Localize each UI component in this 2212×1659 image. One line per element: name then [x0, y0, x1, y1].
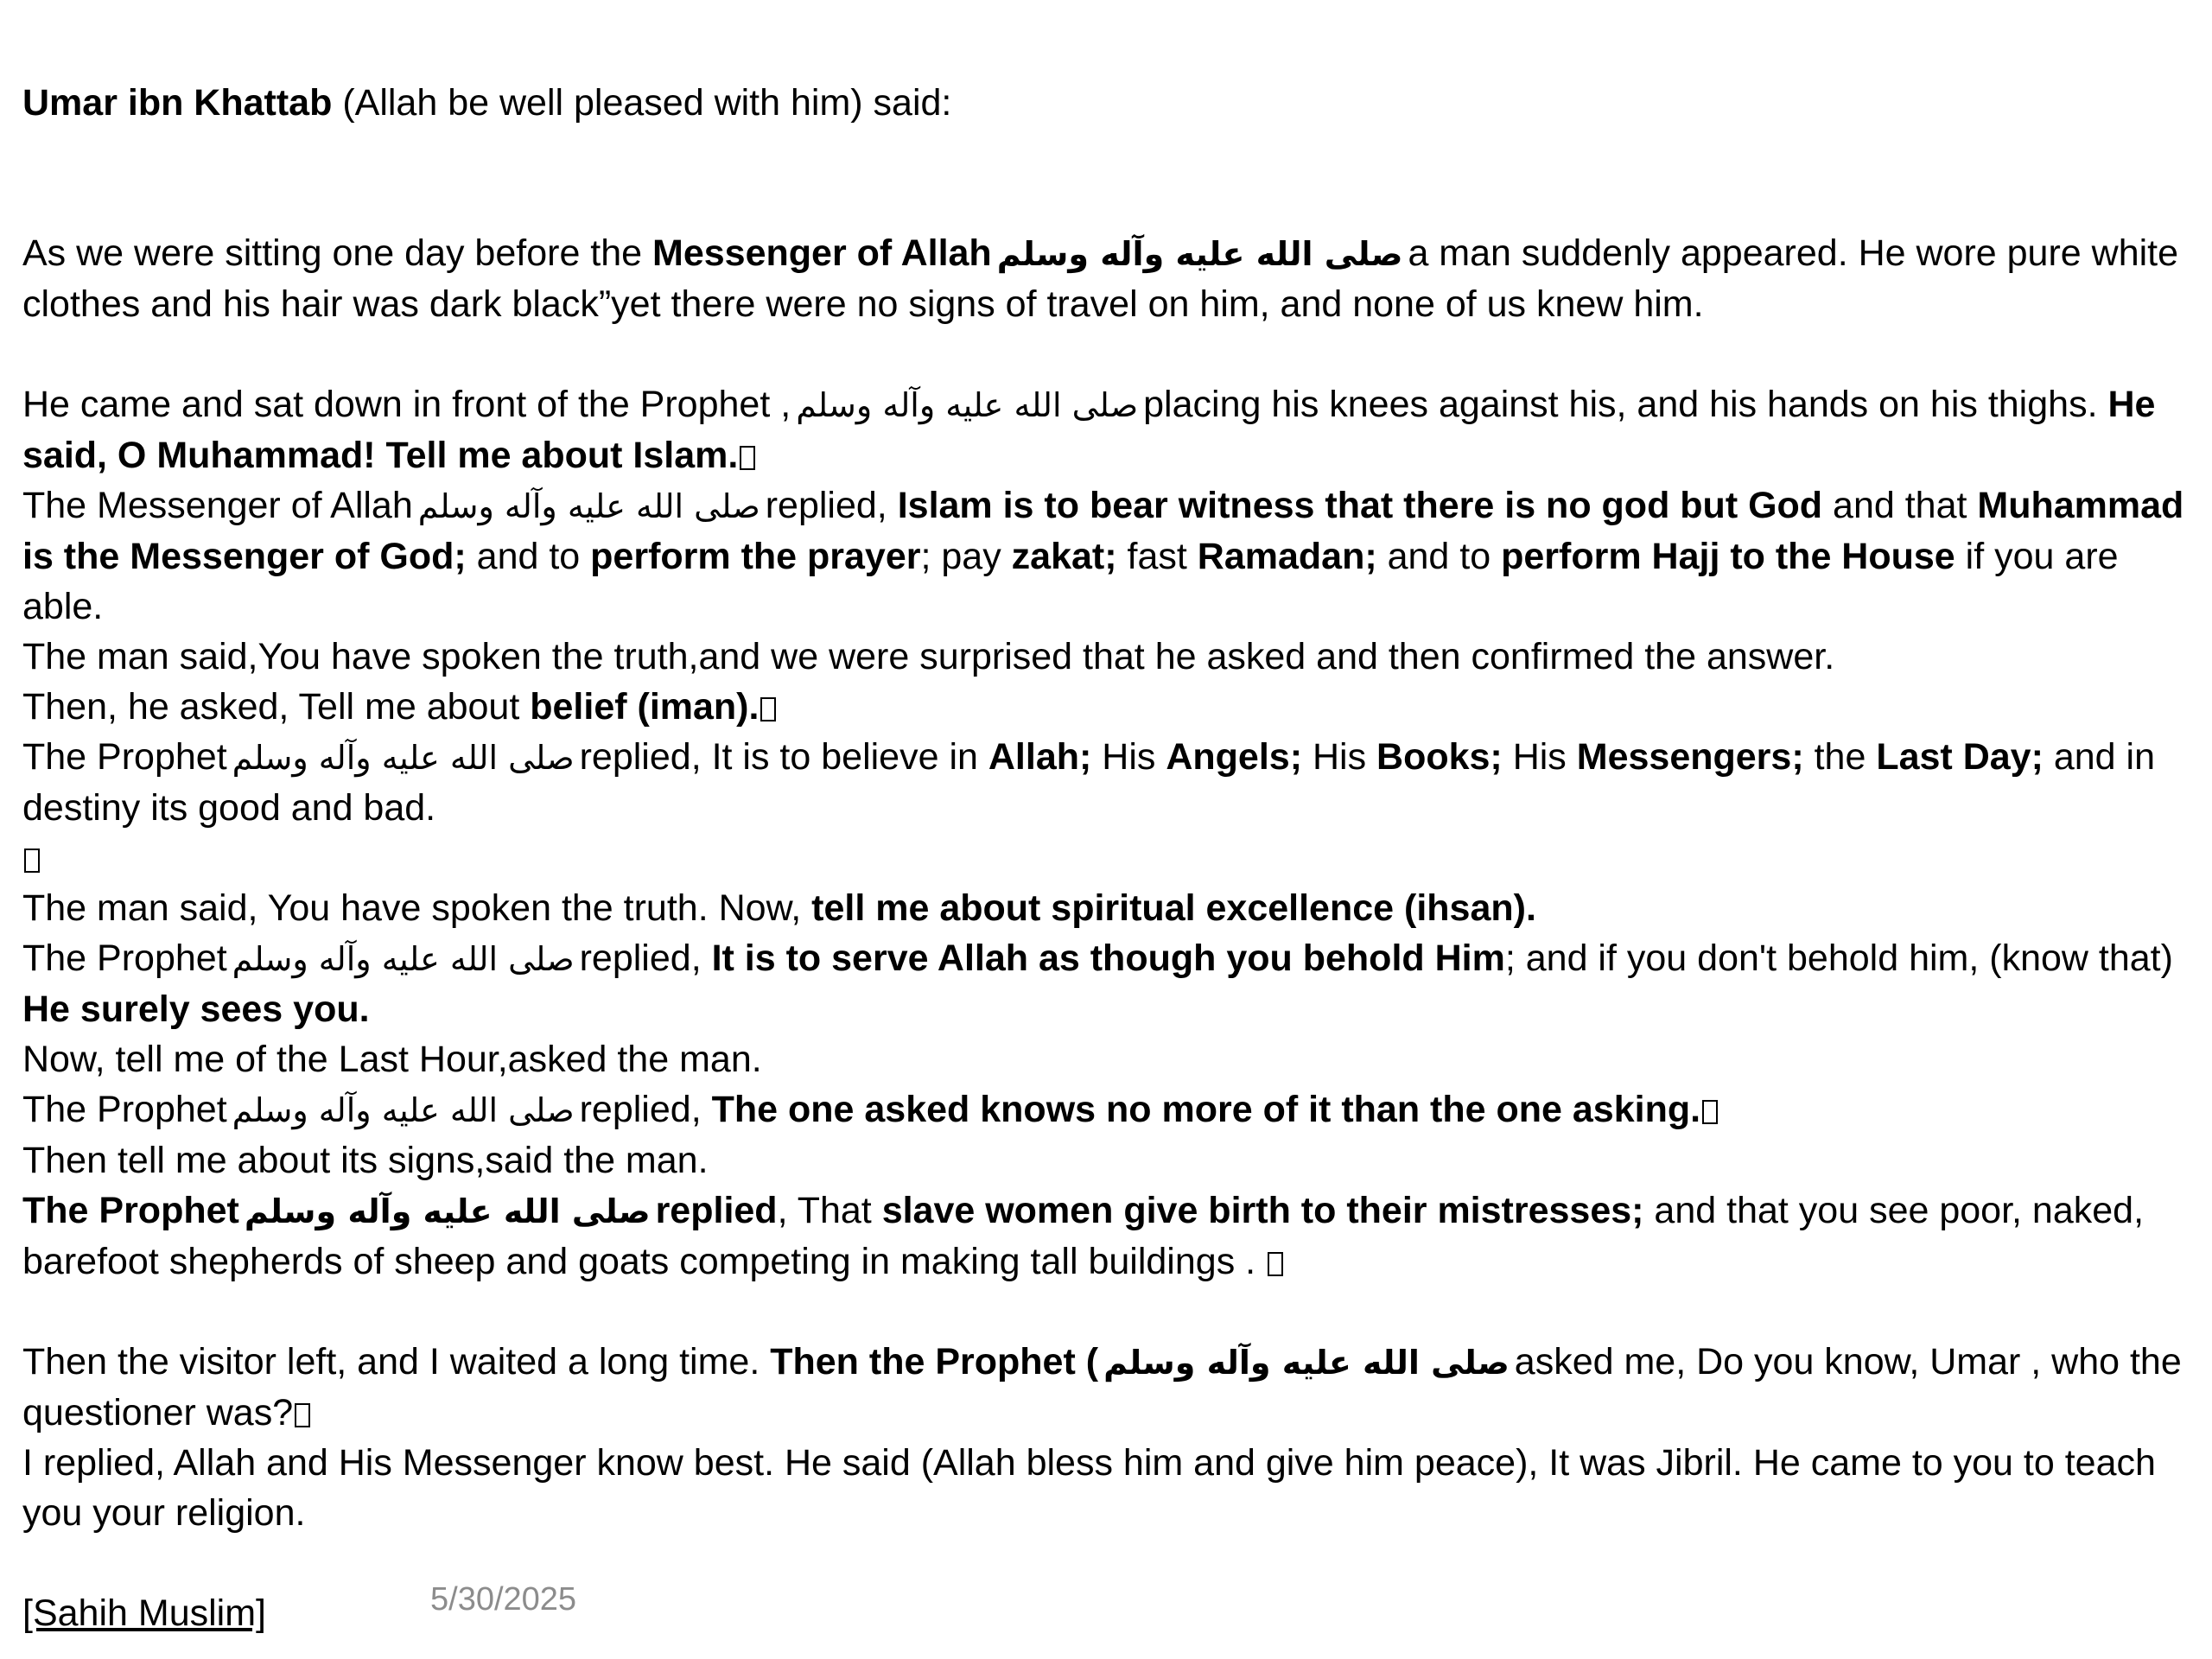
paragraph-jibril: I replied, Allah and His Messenger know best. He said (Allah bless him and give him peace), It was Jibril. He came to you to teach you your religion. [22, 1442, 2156, 1534]
text-run: and that [1822, 485, 1978, 526]
slide-date: 5/30/2025 [430, 1581, 577, 1618]
lone-glyph-line [22, 833, 2196, 883]
intro-line [22, 78, 2196, 128]
bold-run: Last Day; [1876, 736, 2044, 778]
paragraph-iman-question [22, 682, 2196, 732]
spacer [22, 128, 2196, 228]
arabic-salawat: صلى الله عليه وآله وسلم [1103, 1344, 1510, 1382]
text-run: and that you see poor, naked, barefoot shepherds of sheep and goats competing in making tall buildings . [22, 1190, 2145, 1282]
text-run: , That [777, 1190, 882, 1231]
paragraph-ihsan-answer [22, 933, 2196, 1034]
missing-glyph-icon [1702, 1100, 1718, 1124]
bold-run: He said, O Muhammad! Tell me about Islam. [22, 384, 2156, 476]
paragraph-sat-down [22, 379, 2196, 480]
spacer [22, 1287, 2196, 1337]
text-run: ; pay [920, 536, 1012, 577]
text-run: a man suddenly appeared. He wore pure white clothes and his hair was dark black”yet there were no signs of travel on him, and none of us knew him. [22, 232, 2179, 325]
text-run: The Prophet [22, 938, 227, 979]
bold-run: He surely sees you. [22, 988, 370, 1030]
missing-glyph-icon [760, 697, 776, 721]
text-run: ; and if you don't behold him, (know that) [1504, 938, 2173, 979]
bold-run: Angels; [1166, 736, 1303, 778]
intro-rest: (Allah be well pleased with him) said: [332, 82, 952, 124]
bold-run: tell me about spiritual excellence (ihsan). [811, 887, 1536, 929]
text-run: The Prophet [22, 1089, 227, 1130]
text-run: His [1302, 736, 1377, 778]
text-run: His [1091, 736, 1166, 778]
arabic-salawat: صلى الله عليه وآله وسلم [232, 739, 575, 777]
text-run: Then, he asked, Tell me about [22, 686, 531, 728]
bold-run: perform Hajj to the House [1501, 536, 1955, 577]
bold-run: Then the Prophet ( [770, 1341, 1099, 1382]
bold-run: replied [655, 1190, 778, 1231]
text-run: The Prophet [22, 736, 227, 778]
bold-run: belief (iman). [530, 686, 760, 728]
spacer [22, 329, 2196, 379]
narrator-name: Umar ibn Khattab [22, 82, 333, 124]
arabic-salawat: صلى الله عليه وآله وسلم [244, 1192, 651, 1230]
missing-glyph-icon [740, 446, 755, 470]
paragraph-ihsan-question [22, 883, 2196, 933]
bold-run: Allah; [988, 736, 1092, 778]
bold-run: zakat; [1011, 536, 1117, 577]
arabic-salawat: صلى الله عليه وآله وسلم [232, 940, 575, 978]
text-run: He came and sat down in front of the Prophet , [22, 384, 791, 425]
paragraph-iman-answer [22, 732, 2196, 833]
missing-glyph-icon [1268, 1252, 1283, 1276]
missing-glyph-icon [24, 849, 40, 873]
bold-run: Ramadan; [1197, 536, 1377, 577]
bold-run: Messengers; [1576, 736, 1804, 778]
text-run: replied, It is to believe in [579, 736, 988, 778]
text-run: replied, [579, 1089, 712, 1130]
paragraph-signs-question: Then tell me about its signs,said the man. [22, 1140, 709, 1181]
paragraph-visitor-left [22, 1337, 2196, 1438]
bold-run: slave women give birth to their mistresses; [881, 1190, 1644, 1231]
text-run: His [1502, 736, 1577, 778]
paragraph-islam [22, 480, 2196, 632]
text-run: if you are able. [22, 536, 2119, 627]
paragraph-confirmed: The man said,You have spoken the truth,and we were surprised that he asked and then confirmed the answer. [22, 636, 1835, 677]
bold-run: Muhammad is the Messenger of God; [22, 485, 2184, 577]
arabic-salawat: صلى الله عليه وآله وسلم [417, 487, 760, 525]
bold-run: Books; [1376, 736, 1503, 778]
text-run: The Messenger of Allah [22, 485, 413, 526]
text-run: and to [1376, 536, 1502, 577]
text-run: asked me, Do you know, Umar , who the questioner was? [22, 1341, 2182, 1433]
paragraph-last-hour-answer [22, 1084, 2196, 1135]
text-run: and in destiny its good and bad. [22, 736, 2156, 829]
bold-run: The Prophet [22, 1190, 239, 1231]
bold-run: It is to serve Allah as though you behold Him [711, 938, 1505, 979]
paragraph-arrival [22, 228, 2196, 329]
text-run: Then the visitor left, and I waited a long time. [22, 1341, 771, 1382]
text-run: and to [466, 536, 591, 577]
bold-run: The one asked knows no more of it than the one asking. [711, 1089, 1701, 1130]
text-run: fast [1116, 536, 1198, 577]
spacer [22, 1538, 2196, 1588]
arabic-salawat: صلى الله عليه وآله وسلم [796, 386, 1139, 424]
arabic-salawat: صلى الله عليه وآله وسلم [232, 1091, 575, 1129]
arabic-salawat: صلى الله عليه وآله وسلم [996, 235, 1403, 273]
bold-run: perform the prayer [590, 536, 921, 577]
text-run: As we were sitting one day before the [22, 232, 653, 274]
paragraph-last-hour-question: Now, tell me of the Last Hour,asked the man. [22, 1039, 762, 1080]
text-run: The man said, You have spoken the truth. Now, [22, 887, 812, 929]
text-run: placing his knees against his, and his hands on his thighs. [1143, 384, 2108, 425]
paragraph-signs-answer [22, 1185, 2196, 1287]
source-citation [22, 1588, 2196, 1638]
missing-glyph-icon [295, 1403, 310, 1427]
text-run: replied, [579, 938, 712, 979]
hadith-text-body [22, 78, 2196, 1638]
bold-run: Messenger of Allah [652, 232, 992, 274]
text-run: replied, [765, 485, 898, 526]
source-label: [Sahih Muslim] [22, 1592, 266, 1634]
bold-run: Islam is to bear witness that there is no god but God [897, 485, 1823, 526]
text-run: the [1803, 736, 1877, 778]
